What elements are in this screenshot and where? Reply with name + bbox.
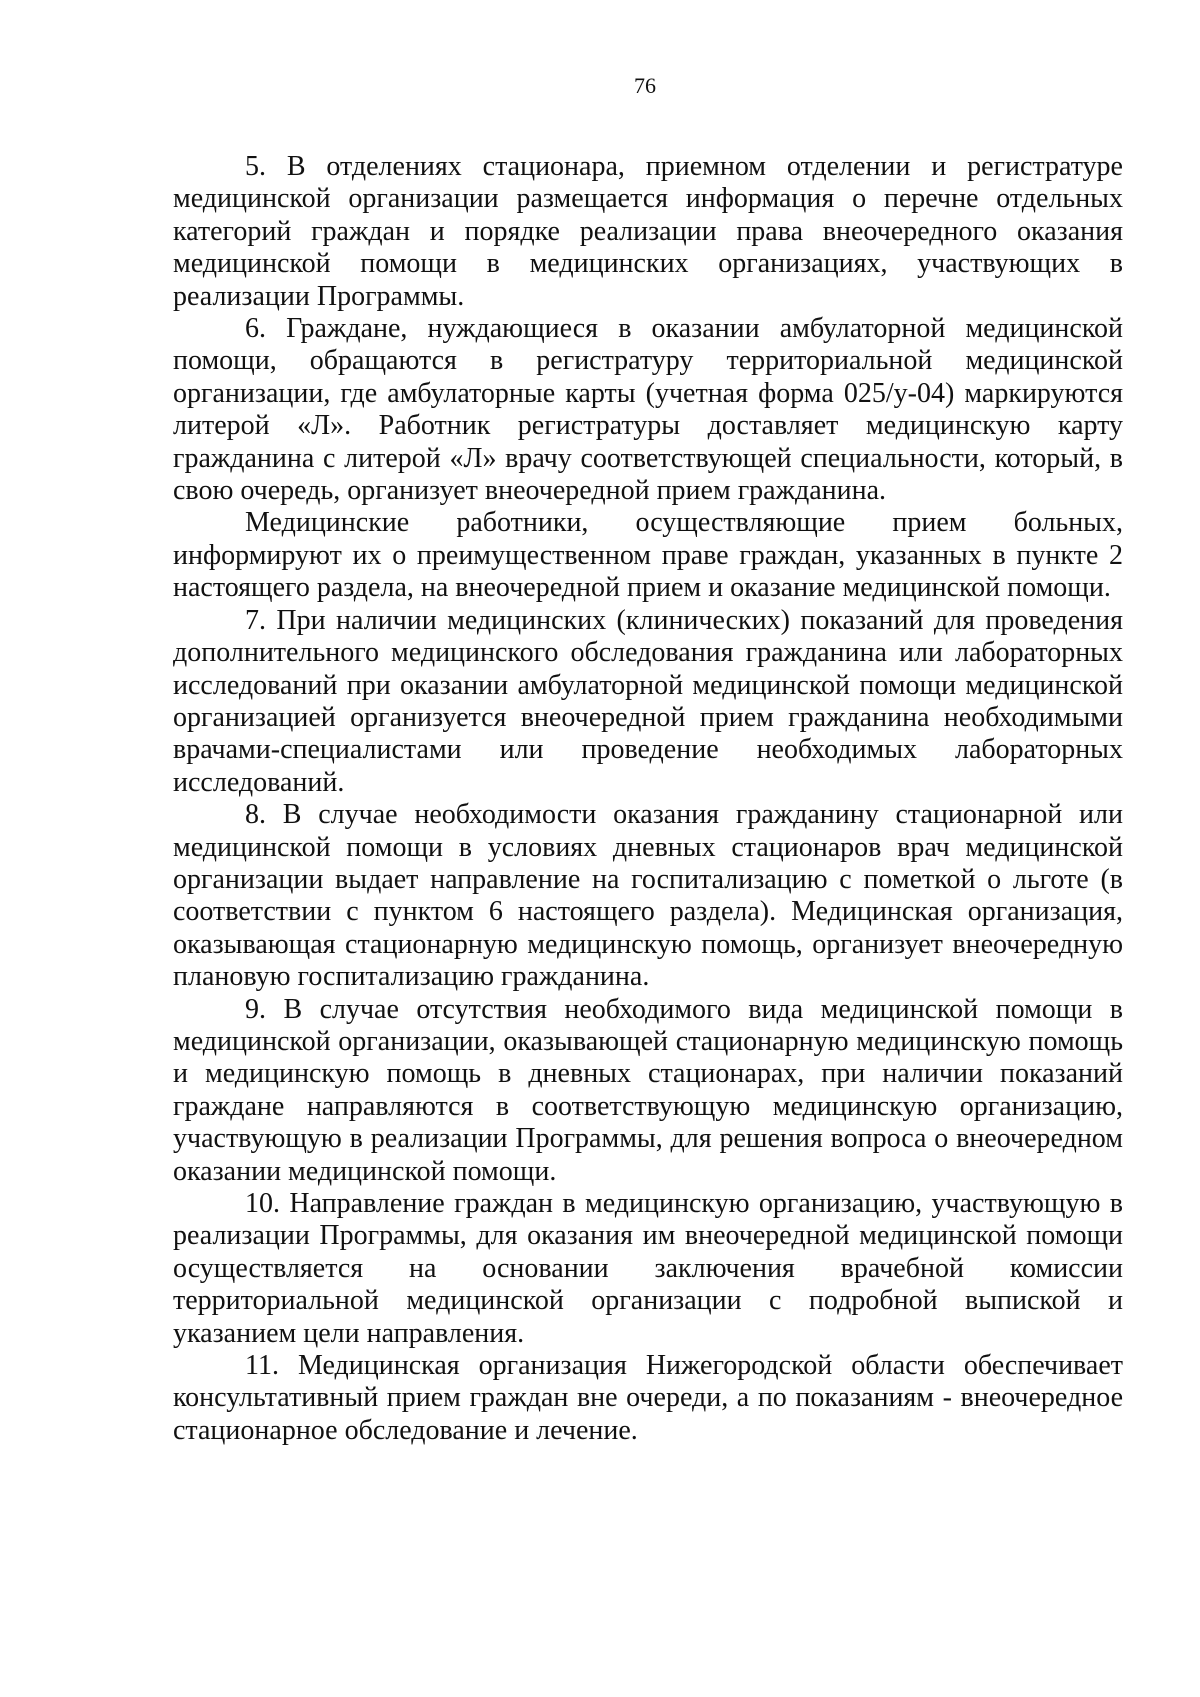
paragraph-11: 11. Медицинская организация Нижегородской области обеспечивает консультативный прием граждан вне очереди, а по показаниям - внеочередное стационарное обследование и лечение. [173,1350,1123,1446]
paragraph-8: 8. В случае необходимости оказания гражданину стационарной или медицинской помощи в условиях дневных стационаров врач медицинской организации выдает направление на госпитализацию с пометкой о льготе (в соответствии с пунктом 6 настоящего раздела). Медицинская организация, оказывающая стационарную медицинскую помощь, организует внеочередную плановую госпитализацию гражданина. [173,799,1123,993]
paragraph-6: 6. Граждане, нуждающиеся в оказании амбулаторной медицинской помощи, обращаются в регистратуру территориальной медицинской организации, где амбулаторные карты (учетная форма 025/у-04) маркируются литерой «Л». Работник регистратуры доставляет медицинскую карту гражданина с литерой «Л» врачу соответствующей специальности, который, в свою очередь, организует внеочередной прием гражданина. [173,313,1123,507]
paragraph-7: 7. При наличии медицинских (клинических) показаний для проведения дополнительного медицинского обследования гражданина или лабораторных исследований при оказании амбулаторной медицинской помощи медицинской организацией организуется внеочередной прием гражданина необходимыми врачами-специалистами или проведение необходимых лабораторных исследований. [173,604,1123,798]
document-body [173,151,1123,1447]
paragraph-5: 5. В отделениях стационара, приемном отделении и регистратуре медицинской организации размещается информация о перечне отдельных категорий граждан и порядке реализации права внеочередного оказания медицинской помощи в медицинских организациях, участвующих в реализации Программы. [173,151,1123,312]
paragraph-6-continued: Медицинские работники, осуществляющие прием больных, информируют их о преимущественном праве граждан, указанных в пункте 2 настоящего раздела, на внеочередной прием и оказание медицинской помощи. [173,507,1123,604]
paragraph-9: 9. В случае отсутствия необходимого вида медицинской помощи в медицинской организации, оказывающей стационарную медицинскую помощь и медицинскую помощь в дневных стационарах, при наличии показаний граждане направляются в соответствующую медицинскую организацию, участвующую в реализации Программы, для решения вопроса о внеочередном оказании медицинской помощи. [173,993,1123,1187]
paragraph-10: 10. Направление граждан в медицинскую организацию, участвующую в реализации Программы, для оказания им внеочередной медицинской помощи осуществляется на основании заключения врачебной комиссии территориальной медицинской организации с подробной выпиской и указанием цели направления. [173,1188,1123,1349]
page-number: 76 [634,73,656,98]
